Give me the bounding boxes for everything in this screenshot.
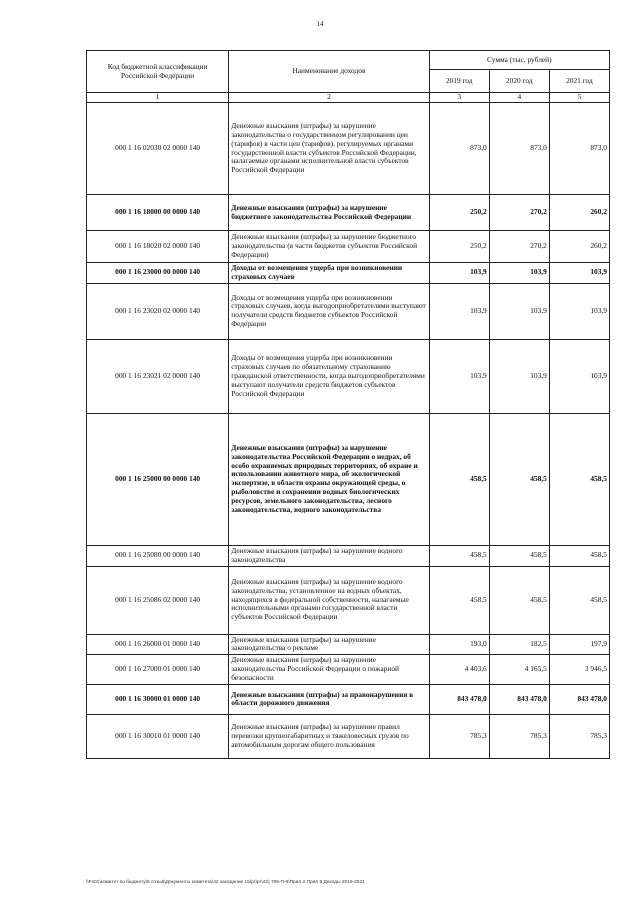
amount-2019-cell: 785,3 [429, 714, 489, 758]
header-year-2019: 2019 год [429, 70, 489, 93]
header-code: Код бюджетной классификации Российской Федерации [87, 51, 229, 93]
amount-2020-cell: 182,5 [489, 634, 549, 655]
revenue-name-cell: Денежные взыскания (штрафы) за нарушение законодательства о государственном регулировании цен (тарифов) в части цен (тарифов), регулируемых органами государственной власти субъектов Российской Федерации, налагаемые органами исполнительной власти субъектов Российской Федерации [229, 103, 429, 195]
amount-2021-cell: 260,2 [549, 195, 609, 231]
amount-2020-cell: 458,5 [489, 545, 549, 566]
amount-2019-cell: 843 478,0 [429, 684, 489, 714]
amount-2020-cell: 458,5 [489, 566, 549, 634]
header-sum: Сумма (тыс. рублей) [429, 51, 609, 70]
amount-2021-cell: 103,9 [549, 263, 609, 284]
amount-2021-cell: 785,3 [549, 714, 609, 758]
amount-2021-cell: 260,2 [549, 231, 609, 263]
table-body [87, 103, 610, 759]
column-number: 4 [489, 93, 549, 103]
table-row [87, 195, 610, 231]
budget-code-cell: 000 1 16 26000 01 0000 140 [87, 634, 229, 655]
table-row [87, 684, 610, 714]
amount-2019-cell: 458,5 [429, 413, 489, 545]
amount-2020-cell: 4 165,5 [489, 655, 549, 685]
revenue-name-cell: Доходы от возмещения ущерба при возникновении страховых случаев по обязательному страхованию гражданской ответственности, когда выгодоприобретателями выступают получатели средств бюджетов субъектов Российской Федерации [229, 339, 429, 413]
budget-code-cell: 000 1 16 18020 02 0000 140 [87, 231, 229, 263]
amount-2020-cell: 873,0 [489, 103, 549, 195]
amount-2019-cell: 250,2 [429, 231, 489, 263]
amount-2020-cell: 270,2 [489, 195, 549, 231]
table-row [87, 566, 610, 634]
amount-2019-cell: 873,0 [429, 103, 489, 195]
revenue-name-cell: Денежные взыскания (штрафы) за нарушение бюджетного законодательства Российской Федерации [229, 195, 429, 231]
amount-2021-cell: 458,5 [549, 545, 609, 566]
header-year-2021: 2021 год [549, 70, 609, 93]
revenue-name-cell: Денежные взыскания (штрафы) за нарушение законодательства Российской Федерации о пожарной безопасности [229, 655, 429, 685]
amount-2020-cell: 270,2 [489, 231, 549, 263]
table-row [87, 545, 610, 566]
revenue-name-cell: Доходы от возмещения ущерба при возникновении страховых случаев, когда выгодоприобретателями выступают получатели средств бюджетов субъектов Российской Федерации [229, 283, 429, 339]
amount-2021-cell: 103,9 [549, 339, 609, 413]
amount-2021-cell: 458,5 [549, 566, 609, 634]
amount-2019-cell: 193,0 [429, 634, 489, 655]
budget-code-cell: 000 1 16 18000 00 0000 140 [87, 195, 229, 231]
revenue-name-cell: Денежные взыскания (штрафы) за нарушение правил перевозки крупногабаритных и тяжеловесных грузов по автомобильным дорогам общего пользования [229, 714, 429, 758]
amount-2019-cell: 103,9 [429, 263, 489, 284]
column-number: 2 [229, 93, 429, 103]
revenue-name-cell: Доходы от возмещения ущерба при возникновении страховых случаев [229, 263, 429, 284]
amount-2021-cell: 3 946,5 [549, 655, 609, 685]
revenue-name-cell: Денежные взыскания (штрафы) за нарушение законодательства Российской Федерации о недрах, об особо охраняемых природных территориях, об охране и использовании животного мира, об экологической экспертизе, в области охраны окружающей среды, о рыболовстве и сохранении водных биологических ресурсов, земельного законодательства, лесного законодательства, водного законодательства [229, 413, 429, 545]
table-row [87, 263, 610, 284]
budget-code-cell: 000 1 16 30010 01 0000 140 [87, 714, 229, 758]
table-row [87, 283, 610, 339]
header-year-2020: 2020 год [489, 70, 549, 93]
amount-2019-cell: 458,5 [429, 566, 489, 634]
column-number: 5 [549, 93, 609, 103]
table-row [87, 714, 610, 758]
amount-2019-cell: 250,2 [429, 195, 489, 231]
revenue-name-cell: Денежные взыскания (штрафы) за нарушение водного законодательства [229, 545, 429, 566]
page-number: 14 [316, 20, 324, 28]
budget-code-cell: 000 1 16 23020 02 0000 140 [87, 283, 229, 339]
budget-code-cell: 000 1 16 30000 01 0000 140 [87, 684, 229, 714]
column-number: 3 [429, 93, 489, 103]
table-row [87, 231, 610, 263]
budget-code-cell: 000 1 16 02030 02 0000 140 [87, 103, 229, 195]
table-row [87, 103, 610, 195]
revenue-name-cell: Денежные взыскания (штрафы) за правонарушения в области дорожного движения [229, 684, 429, 714]
table-row [87, 634, 610, 655]
amount-2020-cell: 103,9 [489, 283, 549, 339]
amount-2021-cell: 458,5 [549, 413, 609, 545]
amount-2020-cell: 103,9 [489, 263, 549, 284]
budget-code-cell: 000 1 16 25080 00 0000 140 [87, 545, 229, 566]
table-row [87, 339, 610, 413]
budget-code-cell: 000 1 16 25000 00 0000 140 [87, 413, 229, 545]
amount-2021-cell: 843 478,0 [549, 684, 609, 714]
revenue-table [86, 50, 610, 759]
amount-2021-cell: 873,0 [549, 103, 609, 195]
column-number: 1 [87, 93, 229, 103]
column-number-row [87, 93, 610, 103]
revenue-name-cell: Денежные взыскания (штрафы) за нарушение водного законодательства, установленное на водных объектах, находящихся в федеральной собственности, налагаемые исполнительными органами государственной власти субъектов Российской Федерации [229, 566, 429, 634]
revenue-name-cell: Денежные взыскания (штрафы) за нарушение бюджетного законодательства (в части бюджетов субъектов Российской Федерации) [229, 231, 429, 263]
amount-2020-cell: 103,9 [489, 339, 549, 413]
amount-2021-cell: 103,9 [549, 283, 609, 339]
amount-2019-cell: 103,9 [429, 283, 489, 339]
budget-code-cell: 000 1 16 23000 00 0000 140 [87, 263, 229, 284]
footer-file-path: \\Fs01\комитет по бюджету\5 созыв\Документы комитета\42 заседание 15\рг\рг\42) 769-П-6\Прил 2 Прил 9 Доходы 2019-2021 [86, 880, 365, 885]
table-row [87, 655, 610, 685]
revenue-name-cell: Денежные взыскания (штрафы) за нарушение законодательства о рекламе [229, 634, 429, 655]
amount-2020-cell: 458,5 [489, 413, 549, 545]
amount-2021-cell: 197,9 [549, 634, 609, 655]
table-row [87, 413, 610, 545]
amount-2019-cell: 458,5 [429, 545, 489, 566]
budget-code-cell: 000 1 16 23021 02 0000 140 [87, 339, 229, 413]
amount-2020-cell: 843 478,0 [489, 684, 549, 714]
amount-2019-cell: 103,9 [429, 339, 489, 413]
budget-code-cell: 000 1 16 25086 02 0000 140 [87, 566, 229, 634]
amount-2020-cell: 785,3 [489, 714, 549, 758]
budget-code-cell: 000 1 16 27000 01 0000 140 [87, 655, 229, 685]
amount-2019-cell: 4 403,6 [429, 655, 489, 685]
header-name: Наименование доходов [229, 51, 429, 93]
